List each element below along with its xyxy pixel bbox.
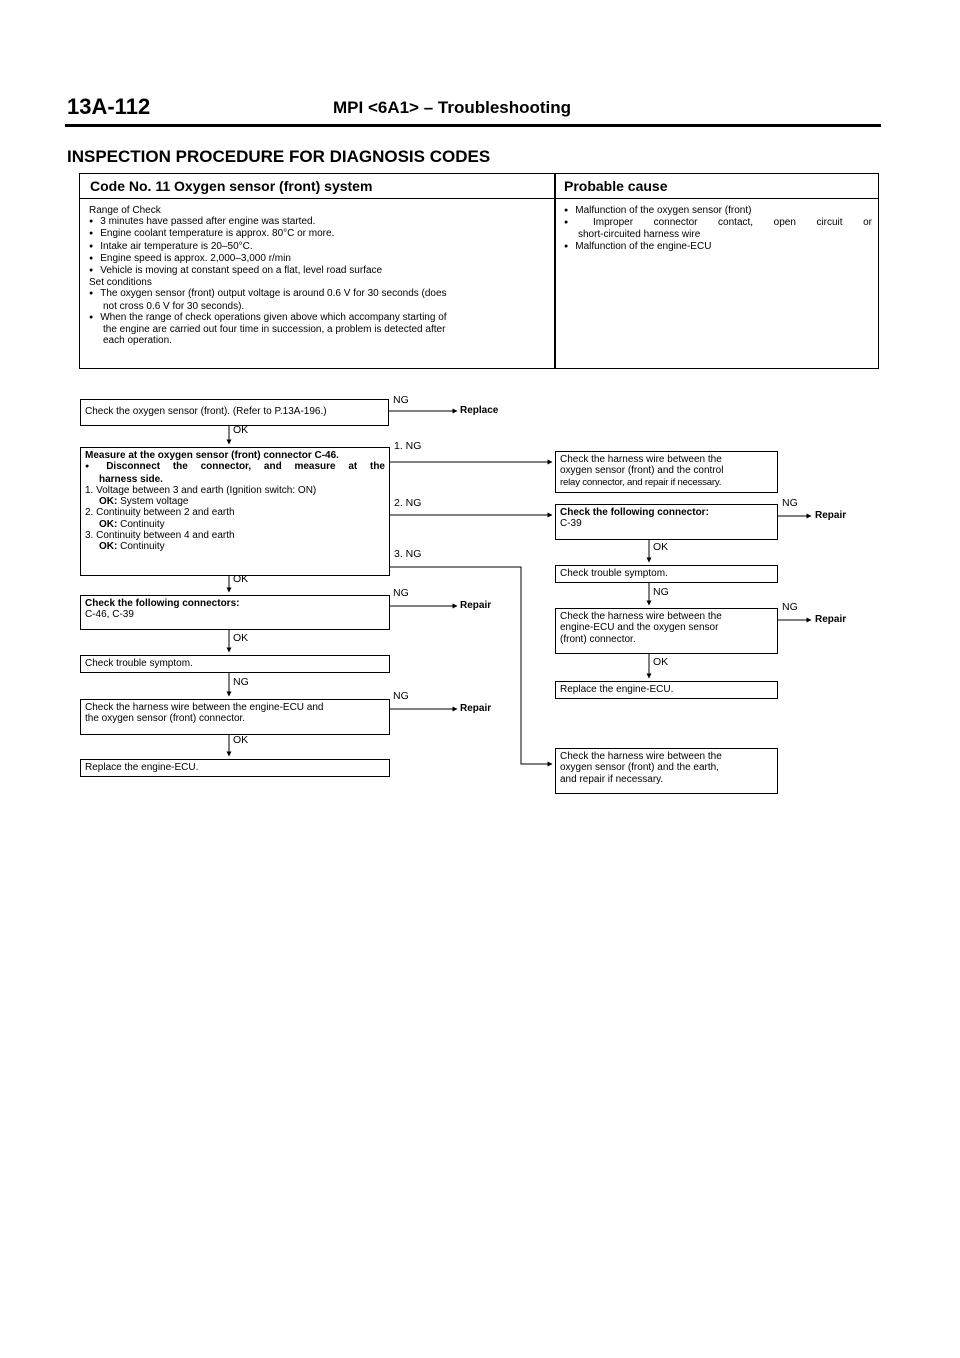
set-item-continuation: each operation. [103, 335, 172, 347]
step-check-connectors [80, 595, 390, 630]
cause-item: ● Improper connector contact, open circuit or [564, 217, 872, 229]
range-item: ● Engine speed is approx. 2,000–3,000 r/min [89, 253, 547, 265]
cause-item: ● Malfunction of the oxygen sensor (front) [564, 205, 872, 217]
set-item-continuation: the engine are carried out four time in succession, a problem is detected after [103, 324, 446, 336]
ng-label: NG [782, 497, 798, 509]
step5-line: the oxygen sensor (front) connector. [85, 713, 246, 725]
ok-label: OK: [99, 541, 118, 553]
r2-line: C-39 [560, 518, 582, 530]
r4-line: (front) connector. [560, 633, 636, 645]
page-header-title: MPI <6A1> – Troubleshooting [333, 98, 572, 117]
step5-line: Check the harness wire between the engine-ECU and [85, 702, 324, 713]
section-title: INSPECTION PROCEDURE FOR DIAGNOSIS CODES [67, 147, 491, 166]
set-item: ● When the range of check operations given above which accompany starting of [89, 312, 547, 324]
step-check-trouble-symptom-right: Check trouble symptom. [555, 565, 778, 583]
step2-line: ● Disconnect the connector, and measure at the [85, 461, 385, 473]
r4-line: engine-ECU and the oxygen sensor [560, 622, 719, 634]
repair-action: Repair [460, 703, 492, 714]
ok-label: OK: [99, 518, 118, 530]
probable-cause-header: Probable cause [564, 178, 668, 194]
r1-line: relay connector, and repair if necessary. [560, 476, 722, 488]
ok-label: OK [653, 541, 669, 553]
ok-label: OK [233, 573, 249, 585]
page-number: 13A-112 [67, 94, 151, 119]
step2-item: 2. Continuity between 2 and earth [85, 507, 235, 519]
step-replace-ecu-right: Replace the engine-ECU. [555, 681, 778, 699]
ng-label: NG [393, 394, 409, 406]
step2-item: 3. Continuity between 4 and earth [85, 530, 235, 542]
repair-action: Repair [815, 614, 847, 625]
step-check-connector-c39 [555, 504, 778, 540]
ng-label-2: 2. NG [394, 497, 422, 509]
ok-label: OK [653, 656, 669, 668]
ok-label: OK: [99, 496, 118, 508]
range-item: ● Engine coolant temperature is approx. 80°C or more. [89, 228, 547, 240]
ok-label: OK [233, 734, 249, 746]
step3-line: Check the following connectors: [85, 598, 240, 609]
r4-line: Check the harness wire between the [560, 611, 722, 622]
step-check-trouble-symptom: Check trouble symptom. [80, 655, 390, 673]
ng-label: NG [782, 601, 798, 613]
step-check-harness-earth [555, 748, 778, 794]
r1-line: Check the harness wire between the [560, 454, 722, 465]
code-header: Code No. 11 Oxygen sensor (front) system [90, 178, 373, 194]
r6-line: Check the harness wire between the [560, 751, 722, 762]
set-item: ● The oxygen sensor (front) output voltage is around 0.6 V for 30 seconds (does [89, 288, 547, 300]
range-item: ● 3 minutes have passed after engine was started. [89, 216, 547, 228]
ng-label: NG [233, 676, 249, 688]
ng-label-3: 3. NG [394, 548, 422, 560]
step2-line: Measure at the oxygen sensor (front) connector C-46. [85, 450, 339, 461]
step-measure-connector [80, 447, 390, 576]
step2-item: 1. Voltage between 3 and earth (Ignition switch: ON) [85, 484, 317, 496]
ok-value: Continuity [120, 518, 165, 530]
ng-label: NG [393, 690, 409, 702]
range-heading: Range of Check [89, 205, 161, 216]
ok-value: System voltage [120, 496, 189, 508]
ng-label: NG [653, 586, 669, 598]
repair-action: Repair [460, 600, 492, 611]
step3-line: C-46, C-39 [85, 609, 134, 621]
ok-label: OK [233, 632, 249, 644]
step-replace-ecu: Replace the engine-ECU. [80, 759, 390, 777]
r1-line: oxygen sensor (front) and the control [560, 465, 724, 477]
cause-item-continuation: short-circuited harness wire [578, 229, 701, 241]
r6-line: oxygen sensor (front) and the earth, [560, 762, 719, 774]
ok-value: Continuity [120, 541, 165, 553]
step-check-harness-ecu [80, 699, 390, 735]
set-heading: Set conditions [89, 277, 152, 289]
set-item-continuation: not cross 0.6 V for 30 seconds). [103, 300, 245, 312]
step-check-harness-ecu-right [555, 608, 778, 654]
replace-action: Replace [460, 405, 499, 416]
ok-label: OK [233, 424, 249, 436]
ng-label: NG [393, 587, 409, 599]
range-item: ● Intake air temperature is 20–50°C. [89, 241, 547, 253]
r2-line: Check the following connector: [560, 507, 709, 518]
step-check-oxygen-sensor: Check the oxygen sensor (front). (Refer to P.13A-196.) [80, 399, 389, 426]
step-check-harness-control-relay [555, 451, 778, 493]
range-item: ● Vehicle is moving at constant speed on a flat, level road surface [89, 265, 547, 277]
step2-line: harness side. [99, 473, 163, 485]
cause-item: ● Malfunction of the engine-ECU [564, 241, 872, 253]
repair-action: Repair [815, 510, 847, 521]
ng-label-1: 1. NG [394, 440, 422, 452]
r6-line: and repair if necessary. [560, 773, 664, 785]
